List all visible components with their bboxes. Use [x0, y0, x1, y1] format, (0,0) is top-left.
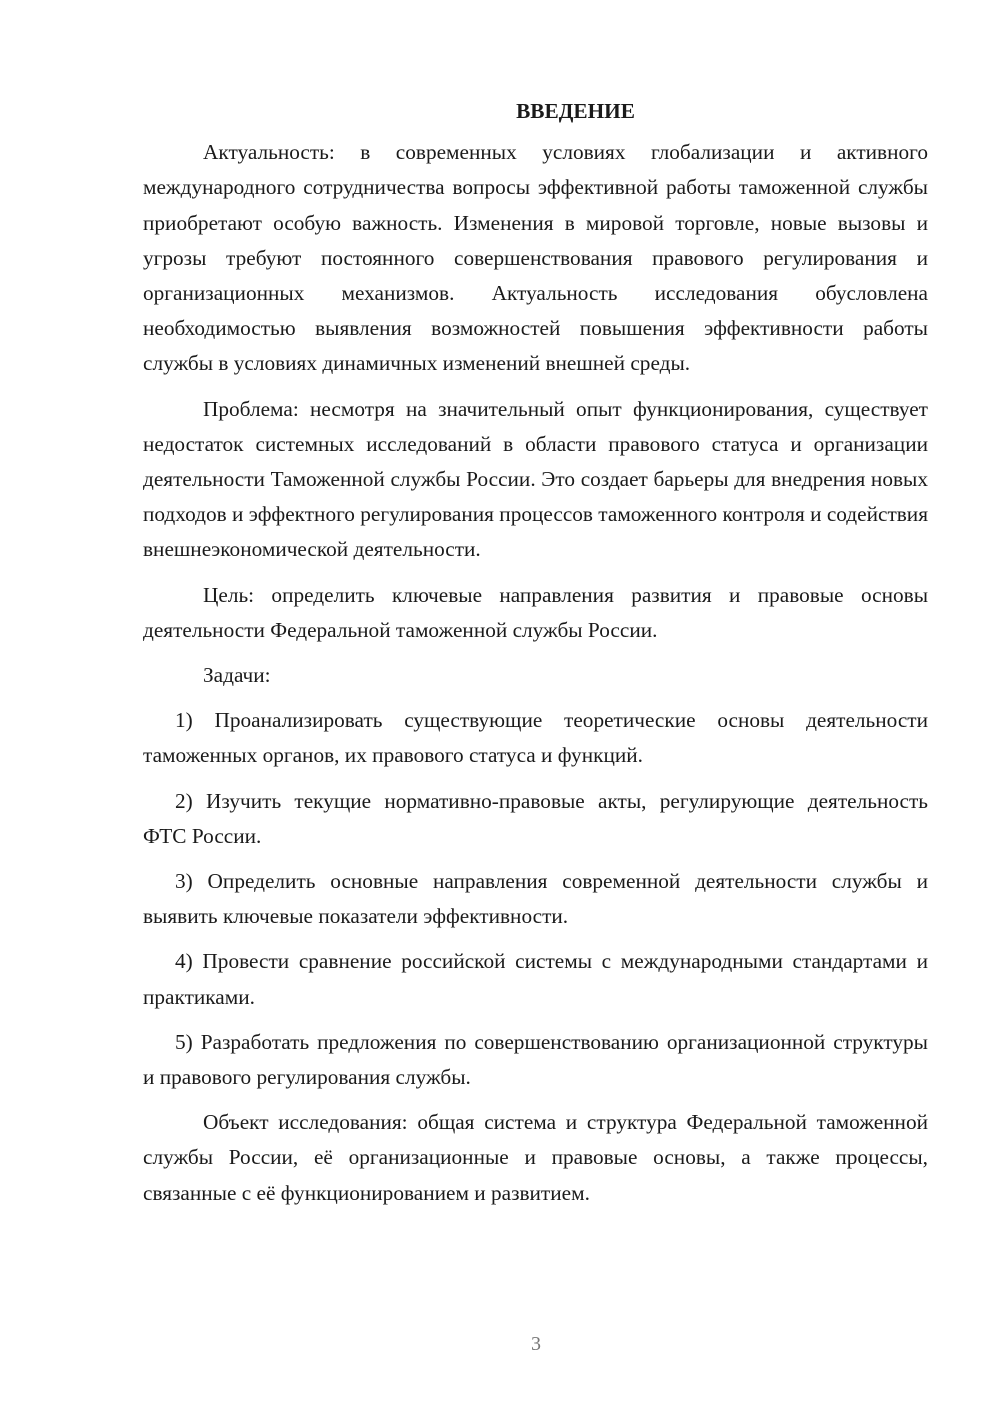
- page-number: 3: [531, 1333, 541, 1355]
- task-number: 3): [175, 869, 193, 894]
- task-text: Проанализировать существующие теоретические основы деятельности таможенных органов, их правового статуса и функций.: [143, 708, 928, 768]
- task-item-2: [143, 784, 928, 854]
- paragraph-relevance: Актуальность: в современных условиях глобализации и активного международного сотрудничества вопросы эффективной работы таможенной службы приобретают особую важность. Изменения в мировой торговле, новые вызовы и угрозы требуют постоянного совершенствования правового регулирования и организационных механизмов. Актуальность исследования обусловлена необходимостью выявления возможностей повышения эффективности работы службы в условиях динамичных изменений внешней среды.: [143, 140, 928, 376]
- paragraph-tasks-heading: Задачи:: [203, 663, 271, 688]
- document-body: [143, 94, 928, 1221]
- task-item-5: [143, 1025, 928, 1095]
- task-text: Провести сравнение российской системы с международными стандартами и практиками.: [143, 949, 928, 1009]
- task-number: 5): [175, 1029, 193, 1054]
- task-item-3: [143, 864, 928, 934]
- task-number: 1): [175, 708, 193, 733]
- paragraph-problem: Проблема: несмотря на значительный опыт функционирования, существует недостаток системных исследований в области правового статуса и организации деятельности Таможенной службы России. Это создает барьеры для внедрения новых подходов и эффектного регулирования процессов таможенного контроля и содействия внешнеэкономической деятельности.: [143, 396, 928, 562]
- task-item-4: [143, 944, 928, 1014]
- task-text: Определить основные направления современной деятельности службы и выявить ключевые показатели эффективности.: [143, 869, 928, 929]
- section-title: ВВЕДЕНИЕ: [516, 99, 635, 123]
- task-number: 4): [175, 949, 193, 974]
- paragraph-object: Объект исследования: общая система и структура Федеральной таможенной службы России, её организационные и правовые основы, а также процессы, связанные с её функционированием и развитием.: [143, 1110, 928, 1205]
- task-number: 2): [175, 788, 193, 813]
- task-text: Разработать предложения по совершенствованию организационной структуры и правового регулирования службы.: [143, 1029, 928, 1090]
- paragraph-goal: Цель: определить ключевые направления развития и правовые основы деятельности Федеральной таможенной службы России.: [143, 582, 928, 642]
- task-text: Изучить текущие нормативно-правовые акты, регулирующие деятельность ФТС России.: [143, 788, 929, 848]
- task-item-1: [143, 703, 928, 773]
